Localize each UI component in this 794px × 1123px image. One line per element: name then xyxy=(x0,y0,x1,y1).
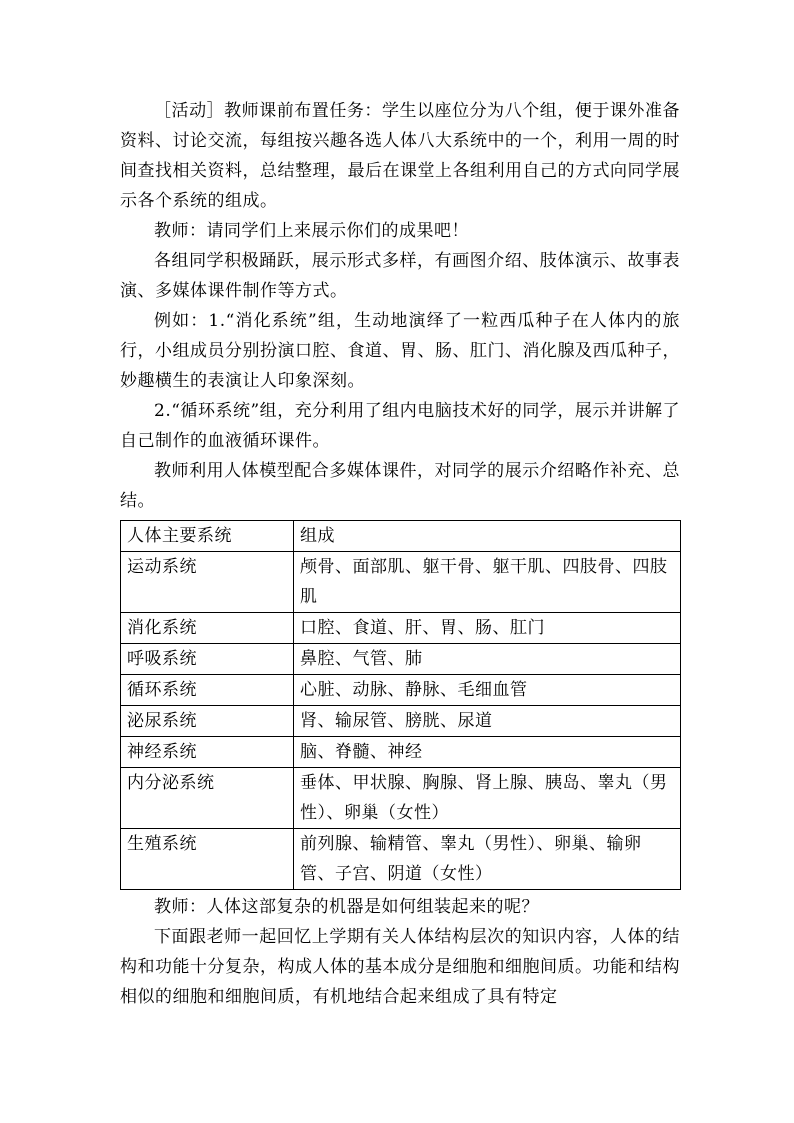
table-cell-composition: 颅骨、面部肌、躯干骨、躯干肌、四肢骨、四肢肌 xyxy=(294,552,681,613)
table-cell-system: 泌尿系统 xyxy=(121,706,294,737)
table-row xyxy=(121,737,681,768)
table-cell-composition: 肾、输尿管、膀胱、尿道 xyxy=(294,706,681,737)
table-cell-system: 消化系统 xyxy=(121,613,294,644)
table-cell-system: 神经系统 xyxy=(121,737,294,768)
table-cell-composition: 心脏、动脉、静脉、毛细血管 xyxy=(294,675,681,706)
table-header-system: 人体主要系统 xyxy=(121,521,294,552)
table-cell-system: 运动系统 xyxy=(121,552,294,613)
table-row xyxy=(121,552,681,613)
table-row xyxy=(121,675,681,706)
table-row xyxy=(121,768,681,829)
paragraph-teacher-question: 教师：人体这部复杂的机器是如何组装起来的呢？ xyxy=(154,897,539,917)
paragraph-example-digestive: 例如：1.“消化系统”组，生动地演绎了一粒西瓜种子在人体内的旅行，小组成员分别扮演口腔、食道、胃、肠、肛门、消化腺及西瓜种子，妙趣横生的表演让人印象深刻。 xyxy=(120,311,680,391)
paragraph-example-circulatory: 2.“循环系统”组，充分利用了组内电脑技术好的同学，展示并讲解了自己制作的血液循环课件。 xyxy=(120,401,680,451)
table-cell-composition: 口腔、食道、肝、胃、肠、肛门 xyxy=(294,613,681,644)
paragraph-teacher-summary: 教师利用人体模型配合多媒体课件，对同学的展示介绍略作补充、总结。 xyxy=(120,461,680,511)
table-cell-composition: 垂体、甲状腺、胸腺、肾上腺、胰岛、睾丸（男性）、卵巢（女性） xyxy=(294,768,681,829)
table-header-composition: 组成 xyxy=(294,521,681,552)
table-cell-composition: 脑、脊髓、神经 xyxy=(294,737,681,768)
paragraph-review: 下面跟老师一起回忆上学期有关人体结构层次的知识内容，人体的结构和功能十分复杂，构成人体的基本成分是细胞和细胞间质。功能和结构相似的细胞和细胞间质，有机地结合起来组成了具有特定 xyxy=(120,927,680,1007)
table-cell-system: 循环系统 xyxy=(121,675,294,706)
table-row xyxy=(121,613,681,644)
table-row xyxy=(121,706,681,737)
table-cell-composition: 鼻腔、气管、肺 xyxy=(294,644,681,675)
table-cell-system: 呼吸系统 xyxy=(121,644,294,675)
table-row xyxy=(121,644,681,675)
paragraph-group-response: 各组同学积极踊跃，展示形式多样，有画图介绍、肢体演示、故事表演、多媒体课件制作等方式。 xyxy=(120,251,680,301)
table-header-row xyxy=(121,521,681,552)
paragraph-activity: ［活动］教师课前布置任务：学生以座位分为八个组，便于课外准备资料、讨论交流，每组按兴趣各选人体八大系统中的一个，利用一周的时间查找相关资料，总结整理，最后在课堂上各组利用自己的方式向同学展示各个系统的组成。 xyxy=(120,101,680,211)
table-cell-composition: 前列腺、输精管、睾丸（男性）、卵巢、输卵管、子宫、阴道（女性） xyxy=(294,829,681,890)
table-cell-system: 内分泌系统 xyxy=(121,768,294,829)
table-cell-system: 生殖系统 xyxy=(121,829,294,890)
document-body xyxy=(120,96,680,1012)
body-systems-table xyxy=(120,520,681,890)
table-row xyxy=(121,829,681,890)
paragraph-teacher-prompt: 教师：请同学们上来展示你们的成果吧！ xyxy=(154,221,469,241)
